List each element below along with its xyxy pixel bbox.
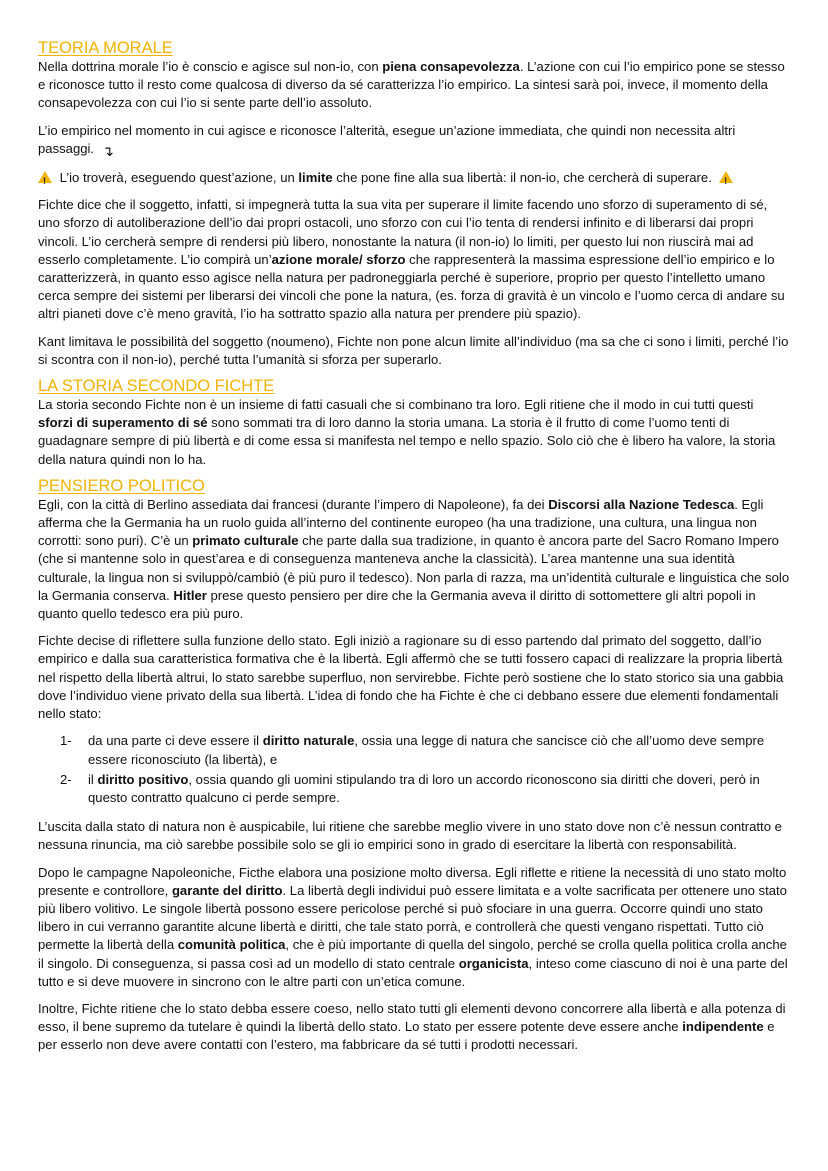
list-item: 2- il diritto positivo, ossia quando gli uomini stipulando tra di loro un accordo riconoscono sia diritti che doveri, però in questo contratto qualcuno ci perde sempre. xyxy=(60,771,760,805)
arrow-down-right-icon: ↴ xyxy=(102,142,114,159)
heading-teoria-morale: TEORIA MORALE xyxy=(38,39,173,57)
numbered-list xyxy=(38,732,790,807)
paragraph: Fichte decise di riflettere sulla funzione dello stato. Egli iniziò a ragionare su di esso partendo dal primato del soggetto, dall’io empirico e dalla sua caratteristica formativa che è la libertà. Egli affermò che se tutti fossero capaci di realizzare la propria libertà nel rispetto della libertà altrui, lo stato sarebbe superfluo, non servirebbe. Fichte però sostiene che lo stato storico sia una gabbia dove l’individuo viene privato della sua libertà. L’idea di fondo che ha Fichte è che ci debbano essere due elementi fondamentali nello stato: xyxy=(38,633,784,722)
warning-icon xyxy=(719,171,733,183)
paragraph: L’uscita dalla stato di natura non è auspicabile, lui ritiene che sarebbe meglio vivere in uno stato dove non c’è nessun contratto e nessuna rinuncia, ma ciò sarebbe possibile solo se gli io empirici sono in grado di esercitare la libertà con responsabilità. xyxy=(38,819,782,853)
paragraph: Inoltre, Fichte ritiene che lo stato debba essere coeso, nello stato tutti gli elementi devono concorrere alla libertà e alla potenza di esso, il bene supremo da tutelare è quindi la libertà dello stato. Lo stato per essere potente deve essere anche indipendente e per esserlo non deve avere contatti con l’estero, ma fabbricare da sé tutti i prodotti necessari. xyxy=(38,1000,786,1053)
paragraph: Fichte dice che il soggetto, infatti, si impegnerà tutta la sua vita per superare il limite facendo uno sforzo di superamento di sé, uno sforzo di autoliberazione dell’io dai propri ostacoli, uno sforzo con cui l’io tenta di rendersi infinito e di liberarsi dai propri vincoli. L’io cercherà sempre di rendersi più libero, nonostante la natura (il non-io) lo limiti, per questo lui non riuscirà mai ad esserlo completamente. L’io compirà un’azione morale/ sforzo che rappresenterà la massima espressione dell’io empirico e lo caratterizzerà, in quanto esso agisce nella natura per padroneggiarla perché è superiore, proprio per questo l’intelletto umano cerca sempre dei sistemi per liberarsi dei vincoli che pone la natura, (es. forza di gravità è un vincolo e l’uomo cerca di andare su altri pianeti dove c’è meno gravità, l’io ha sottratto spazio alla natura per prendere più spazio). xyxy=(38,197,785,322)
warning-icon xyxy=(38,171,52,183)
paragraph: Dopo le campagne Napoleoniche, Ficthe elabora una posizione molto diversa. Egli riflette e ritiene la necessità di uno stato molto presente e controllore, garante del diritto. La libertà degli individui può essere limitata e a volte sacrificata per ottenere uno stato più libero volitivo. Le singole libertà possono essere pericolose perché si può sfociare in una guerra. Occorre quindi uno stato libero in cui verranno garantite alcune libertà e diritti, che tale stato porrà, e controllerà che questi vengano rispettati. Tutto ciò permette la libertà della comunità politica, che è più importante di quella del singolo, perché se crolla quella politica crolla anche il singolo. Di conseguenza, si passa così ad un modello di stato centrale organicista, inteso come ciascuno di noi è una parte del tutto e si deve muovere in sincrono con le altre parti con un’etica comune. xyxy=(38,864,788,989)
heading-pensiero-politico: PENSIERO POLITICO xyxy=(38,476,205,495)
paragraph: Egli, con la città di Berlino assediata dai francesi (durante l’impero di Napoleone), fa dei Discorsi alla Nazione Tedesca. Egli afferma che la Germania ha un ruolo guida all’interno del continente europeo (ha una tradizione, una cultura, una lingua non corrotti: sono puri). C’è un primato culturale che parte dalla sua tradizione, in quanto è ancora parte del Sacro Romano Impero (che si mantenne solo in quest’area e di conseguenza manteneva anche la classicità). L’area mantenne una sua identità culturale, la lingua non si sviluppò/cambiò (è più puro il tedesco). Non parla di razza, ma un’identità culturale e linguistica che solo la Germania conserva. Hitler prese questo pensiero per dire che la Germania aveva il diritto di sottomettere gli altri popoli in quanto quello tedesco era più puro. xyxy=(38,496,790,622)
paragraph: La storia secondo Fichte non è un insieme di fatti casuali che si combinano tra loro. Egli ritiene che il modo in cui tutti questi sforzi di superamento di sé sono sommati tra di loro danno la storia umana. La storia è il frutto di come l’uomo tenti di guadagnare sempre di più libertà e di come essa si manifesta nel tempo e nello spazio. Solo ciò che è libero ha valore, la storia della natura quindi non lo ha. xyxy=(38,397,776,467)
paragraph: Kant limitava le possibilità del soggetto (noumeno), Fichte non pone alcun limite all’individuo (ma sa che ci sono i limiti, perché l’io si scontra con il non-io), perché tutta l’umanità si sforza per superarlo. xyxy=(38,333,789,367)
paragraph-warning: ! L’io troverà, eseguendo quest’azione, un limite che pone fine alla sua libertà: il non-io, che cercherà di superare. ! xyxy=(38,169,790,187)
paragraph: L’io empirico nel momento in cui agisce e riconosce l’alterità, esegue un’azione immediata, che quindi non necessita altri passaggi. ↴ xyxy=(38,122,736,159)
paragraph: Nella dottrina morale l’io è conscio e agisce sul non-io, con piena consapevolezza. L’azione con cui l’io empirico pone se stesso e riconosce tutto il resto come qualcosa di diverso da sé caratterizza l’io empirico. La sintesi sarà poi, invece, il momento della consapevolezza con cui l’io si sente parte dell’io assoluto. xyxy=(38,59,785,111)
document-page xyxy=(38,38,790,1055)
list-item: 1- da una parte ci deve essere il diritto naturale, ossia una legge di natura che sancisce ciò che all’uomo deve sempre essere riconosciuto (la libertà), e xyxy=(60,733,765,767)
heading-storia-fichte: LA STORIA SECONDO FICHTE xyxy=(38,377,275,396)
